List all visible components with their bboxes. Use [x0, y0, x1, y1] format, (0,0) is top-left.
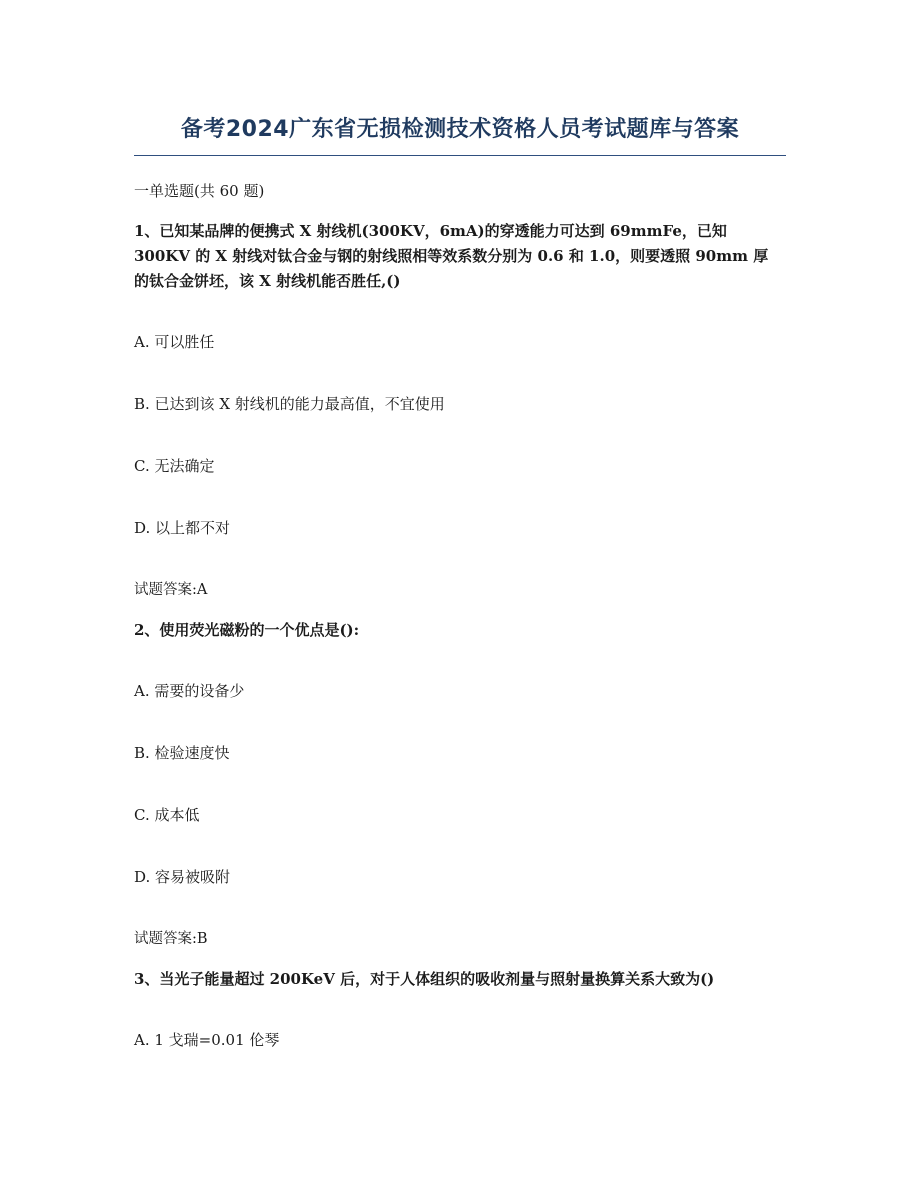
question-1-answer: 试题答案:A: [134, 582, 208, 598]
document-title: 备考2024广东省无损检测技术资格人员考试题库与答案: [180, 117, 740, 142]
question-2-option-d: D. 容易被吸附: [134, 868, 231, 886]
question-2-option-b: B. 检验速度快: [134, 744, 230, 762]
question-2-answer: 试题答案:B: [134, 931, 208, 947]
title-underline: [134, 155, 786, 156]
question-1-option-b: B. 已达到该 X 射线机的能力最高值，不宜使用: [134, 395, 445, 413]
question-3-stem-line-1: 3、当光子能量超过 200KeV 后，对于人体组织的吸收剂量与照射量换算关系大致为(): [134, 970, 715, 988]
question-1-stem-line-1: 1、已知某品牌的便携式 X 射线机(300KV，6mA)的穿透能力可达到 69mmFe，已知: [134, 222, 727, 240]
question-2-stem-line-1: 2、使用荧光磁粉的一个优点是():: [134, 621, 360, 639]
question-3-option-a: A. 1 戈瑞=0.01 伦琴: [134, 1031, 280, 1049]
question-2-option-c: C. 成本低: [134, 806, 200, 824]
section-label: 一单选题(共 60 题): [134, 182, 265, 200]
question-2-option-a: A. 需要的设备少: [134, 682, 245, 700]
question-1-option-a: A. 可以胜任: [134, 333, 215, 351]
question-1-stem-line-2: 300KV 的 X 射线对钛合金与钢的射线照相等效系数分别为 0.6 和 1.0，则要透照 90mm 厚: [134, 247, 769, 265]
question-1-option-d: D. 以上都不对: [134, 519, 231, 537]
question-1-stem-line-3: 的钛合金饼坯，该 X 射线机能否胜任,(): [134, 272, 401, 290]
question-1-option-c: C. 无法确定: [134, 457, 215, 475]
